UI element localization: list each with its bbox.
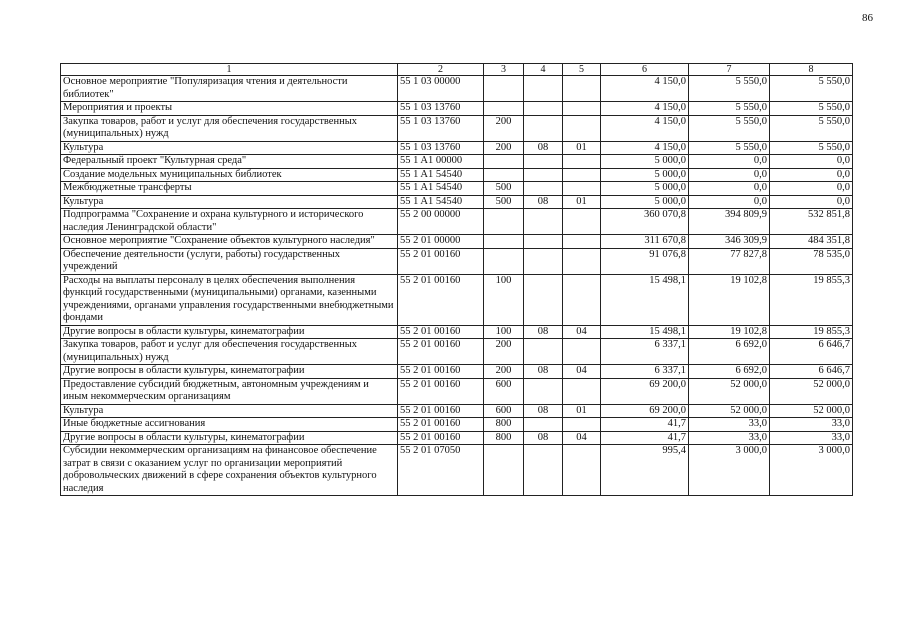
- amount-col-7: 6 692,0: [689, 339, 770, 365]
- target-article-code: 55 1 A1 54540: [398, 168, 484, 182]
- amount-col-6: 41,7: [601, 431, 689, 445]
- amount-col-6: 15 498,1: [601, 274, 689, 325]
- section-code: [524, 235, 563, 249]
- amount-col-7: 0,0: [689, 182, 770, 196]
- amount-col-6: 69 200,0: [601, 404, 689, 418]
- column-header: 5: [563, 64, 601, 76]
- table-row: [61, 339, 853, 365]
- expense-type-code: [484, 155, 524, 169]
- amount-col-7: 346 309,9: [689, 235, 770, 249]
- expense-type-code: 100: [484, 325, 524, 339]
- column-header: 2: [398, 64, 484, 76]
- table-row: [61, 209, 853, 235]
- expense-type-code: [484, 235, 524, 249]
- table-row: [61, 365, 853, 379]
- amount-col-7: 52 000,0: [689, 378, 770, 404]
- amount-col-6: 6 337,1: [601, 339, 689, 365]
- row-name: Другие вопросы в области культуры, кинематографии: [61, 325, 398, 339]
- section-code: [524, 378, 563, 404]
- section-code: [524, 182, 563, 196]
- amount-col-8: 19 855,3: [770, 274, 853, 325]
- column-header: 7: [689, 64, 770, 76]
- expense-type-code: [484, 102, 524, 116]
- amount-col-8: 6 646,7: [770, 339, 853, 365]
- column-number-row: [61, 64, 853, 76]
- table-row: [61, 431, 853, 445]
- expense-type-code: 200: [484, 365, 524, 379]
- expense-type-code: [484, 76, 524, 102]
- section-code: [524, 418, 563, 432]
- amount-col-8: 6 646,7: [770, 365, 853, 379]
- subsection-code: [563, 102, 601, 116]
- section-code: [524, 102, 563, 116]
- amount-col-7: 5 550,0: [689, 141, 770, 155]
- amount-col-7: 5 550,0: [689, 76, 770, 102]
- row-name: Межбюджетные трансферты: [61, 182, 398, 196]
- expense-type-code: 600: [484, 404, 524, 418]
- subsection-code: [563, 339, 601, 365]
- table-row: [61, 141, 853, 155]
- amount-col-7: 33,0: [689, 431, 770, 445]
- section-code: 08: [524, 404, 563, 418]
- amount-col-8: 3 000,0: [770, 445, 853, 496]
- target-article-code: 55 1 A1 54540: [398, 195, 484, 209]
- section-code: 08: [524, 141, 563, 155]
- table-row: [61, 378, 853, 404]
- amount-col-6: 5 000,0: [601, 182, 689, 196]
- expense-type-code: 500: [484, 182, 524, 196]
- amount-col-6: 360 070,8: [601, 209, 689, 235]
- row-name: Создание модельных муниципальных библиотек: [61, 168, 398, 182]
- target-article-code: 55 2 01 00160: [398, 274, 484, 325]
- table-row: [61, 195, 853, 209]
- row-name: Подпрограмма "Сохранение и охрана культурного и исторического наследия Ленинградской области": [61, 209, 398, 235]
- table-row: [61, 235, 853, 249]
- column-header: 1: [61, 64, 398, 76]
- subsection-code: 01: [563, 404, 601, 418]
- expense-type-code: [484, 209, 524, 235]
- amount-col-6: 5 000,0: [601, 168, 689, 182]
- section-code: [524, 115, 563, 141]
- amount-col-7: 33,0: [689, 418, 770, 432]
- table-row: [61, 418, 853, 432]
- section-code: [524, 209, 563, 235]
- amount-col-7: 77 827,8: [689, 248, 770, 274]
- table-row: [61, 274, 853, 325]
- amount-col-7: 394 809,9: [689, 209, 770, 235]
- amount-col-7: 19 102,8: [689, 325, 770, 339]
- target-article-code: 55 1 03 13760: [398, 141, 484, 155]
- column-header: 8: [770, 64, 853, 76]
- amount-col-6: 15 498,1: [601, 325, 689, 339]
- column-header: 3: [484, 64, 524, 76]
- row-name: Мероприятия и проекты: [61, 102, 398, 116]
- subsection-code: [563, 76, 601, 102]
- target-article-code: 55 2 01 00160: [398, 365, 484, 379]
- expense-type-code: 200: [484, 115, 524, 141]
- row-name: Федеральный проект "Культурная среда": [61, 155, 398, 169]
- subsection-code: 04: [563, 365, 601, 379]
- row-name: Иные бюджетные ассигнования: [61, 418, 398, 432]
- amount-col-8: 484 351,8: [770, 235, 853, 249]
- subsection-code: [563, 378, 601, 404]
- row-name: Обеспечение деятельности (услуги, работы) государственных учреждений: [61, 248, 398, 274]
- target-article-code: 55 2 01 00160: [398, 325, 484, 339]
- amount-col-7: 0,0: [689, 155, 770, 169]
- section-code: 08: [524, 325, 563, 339]
- target-article-code: 55 1 03 13760: [398, 102, 484, 116]
- amount-col-7: 52 000,0: [689, 404, 770, 418]
- subsection-code: [563, 182, 601, 196]
- amount-col-8: 0,0: [770, 155, 853, 169]
- column-header: 6: [601, 64, 689, 76]
- amount-col-8: 532 851,8: [770, 209, 853, 235]
- subsection-code: [563, 445, 601, 496]
- table-row: [61, 325, 853, 339]
- subsection-code: 04: [563, 325, 601, 339]
- subsection-code: 04: [563, 431, 601, 445]
- section-code: 08: [524, 431, 563, 445]
- amount-col-8: 0,0: [770, 182, 853, 196]
- amount-col-6: 4 150,0: [601, 115, 689, 141]
- budget-table: [60, 63, 853, 496]
- amount-col-8: 33,0: [770, 418, 853, 432]
- target-article-code: 55 1 A1 00000: [398, 155, 484, 169]
- amount-col-6: 4 150,0: [601, 102, 689, 116]
- table-row: [61, 115, 853, 141]
- target-article-code: 55 2 00 00000: [398, 209, 484, 235]
- subsection-code: [563, 168, 601, 182]
- row-name: Культура: [61, 195, 398, 209]
- amount-col-8: 19 855,3: [770, 325, 853, 339]
- subsection-code: [563, 235, 601, 249]
- table-row: [61, 76, 853, 102]
- expense-type-code: 200: [484, 141, 524, 155]
- target-article-code: 55 1 03 00000: [398, 76, 484, 102]
- subsection-code: [563, 155, 601, 169]
- amount-col-8: 52 000,0: [770, 404, 853, 418]
- amount-col-6: 5 000,0: [601, 195, 689, 209]
- amount-col-6: 91 076,8: [601, 248, 689, 274]
- expense-type-code: [484, 248, 524, 274]
- expense-type-code: 800: [484, 418, 524, 432]
- section-code: 08: [524, 365, 563, 379]
- row-name: Закупка товаров, работ и услуг для обеспечения государственных (муниципальных) нужд: [61, 115, 398, 141]
- subsection-code: [563, 209, 601, 235]
- amount-col-6: 4 150,0: [601, 76, 689, 102]
- expense-type-code: 800: [484, 431, 524, 445]
- section-code: [524, 339, 563, 365]
- amount-col-7: 19 102,8: [689, 274, 770, 325]
- amount-col-8: 52 000,0: [770, 378, 853, 404]
- table-row: [61, 404, 853, 418]
- amount-col-7: 3 000,0: [689, 445, 770, 496]
- expense-type-code: 100: [484, 274, 524, 325]
- amount-col-7: 5 550,0: [689, 115, 770, 141]
- section-code: [524, 155, 563, 169]
- table-row: [61, 155, 853, 169]
- subsection-code: [563, 274, 601, 325]
- row-name: Культура: [61, 141, 398, 155]
- section-code: [524, 445, 563, 496]
- row-name: Субсидии некоммерческим организациям на финансовое обеспечение затрат в связи с оказанием услуг по организации мероприятий добровольческих движений в сфере сохранения объектов культурного наследия: [61, 445, 398, 496]
- amount-col-8: 33,0: [770, 431, 853, 445]
- amount-col-6: 6 337,1: [601, 365, 689, 379]
- amount-col-7: 0,0: [689, 195, 770, 209]
- target-article-code: 55 2 01 00160: [398, 404, 484, 418]
- amount-col-7: 0,0: [689, 168, 770, 182]
- expense-type-code: [484, 445, 524, 496]
- amount-col-8: 78 535,0: [770, 248, 853, 274]
- row-name: Предоставление субсидий бюджетным, автономным учреждениям и иным некоммерческим организациям: [61, 378, 398, 404]
- row-name: Основное мероприятие "Популяризация чтения и деятельности библиотек": [61, 76, 398, 102]
- section-code: [524, 76, 563, 102]
- target-article-code: 55 2 01 00160: [398, 431, 484, 445]
- amount-col-8: 5 550,0: [770, 141, 853, 155]
- amount-col-8: 5 550,0: [770, 115, 853, 141]
- amount-col-8: 5 550,0: [770, 102, 853, 116]
- target-article-code: 55 2 01 07050: [398, 445, 484, 496]
- target-article-code: 55 1 A1 54540: [398, 182, 484, 196]
- table-row: [61, 248, 853, 274]
- amount-col-6: 995,4: [601, 445, 689, 496]
- amount-col-6: 5 000,0: [601, 155, 689, 169]
- section-code: [524, 168, 563, 182]
- amount-col-8: 0,0: [770, 168, 853, 182]
- amount-col-8: 0,0: [770, 195, 853, 209]
- target-article-code: 55 1 03 13760: [398, 115, 484, 141]
- expense-type-code: 200: [484, 339, 524, 365]
- row-name: Другие вопросы в области культуры, кинематографии: [61, 431, 398, 445]
- target-article-code: 55 2 01 00160: [398, 248, 484, 274]
- amount-col-6: 311 670,8: [601, 235, 689, 249]
- table-row: [61, 445, 853, 496]
- section-code: [524, 248, 563, 274]
- target-article-code: 55 2 01 00160: [398, 378, 484, 404]
- row-name: Закупка товаров, работ и услуг для обеспечения государственных (муниципальных) нужд: [61, 339, 398, 365]
- amount-col-6: 69 200,0: [601, 378, 689, 404]
- expense-type-code: 600: [484, 378, 524, 404]
- amount-col-7: 5 550,0: [689, 102, 770, 116]
- expense-type-code: 500: [484, 195, 524, 209]
- table-row: [61, 182, 853, 196]
- section-code: [524, 274, 563, 325]
- subsection-code: 01: [563, 195, 601, 209]
- table-row: [61, 102, 853, 116]
- amount-col-6: 4 150,0: [601, 141, 689, 155]
- expense-type-code: [484, 168, 524, 182]
- subsection-code: [563, 248, 601, 274]
- target-article-code: 55 2 01 00000: [398, 235, 484, 249]
- subsection-code: 01: [563, 141, 601, 155]
- row-name: Другие вопросы в области культуры, кинематографии: [61, 365, 398, 379]
- subsection-code: [563, 418, 601, 432]
- table-row: [61, 168, 853, 182]
- row-name: Основное мероприятие "Сохранение объектов культурного наследия": [61, 235, 398, 249]
- column-header: 4: [524, 64, 563, 76]
- amount-col-7: 6 692,0: [689, 365, 770, 379]
- amount-col-6: 41,7: [601, 418, 689, 432]
- target-article-code: 55 2 01 00160: [398, 418, 484, 432]
- amount-col-8: 5 550,0: [770, 76, 853, 102]
- row-name: Культура: [61, 404, 398, 418]
- page-number: 86: [862, 12, 873, 24]
- section-code: 08: [524, 195, 563, 209]
- subsection-code: [563, 115, 601, 141]
- row-name: Расходы на выплаты персоналу в целях обеспечения выполнения функций государственными (муниципальными) органами, казенными учреждениями, органами управления государственными внебюджетными фондами: [61, 274, 398, 325]
- target-article-code: 55 2 01 00160: [398, 339, 484, 365]
